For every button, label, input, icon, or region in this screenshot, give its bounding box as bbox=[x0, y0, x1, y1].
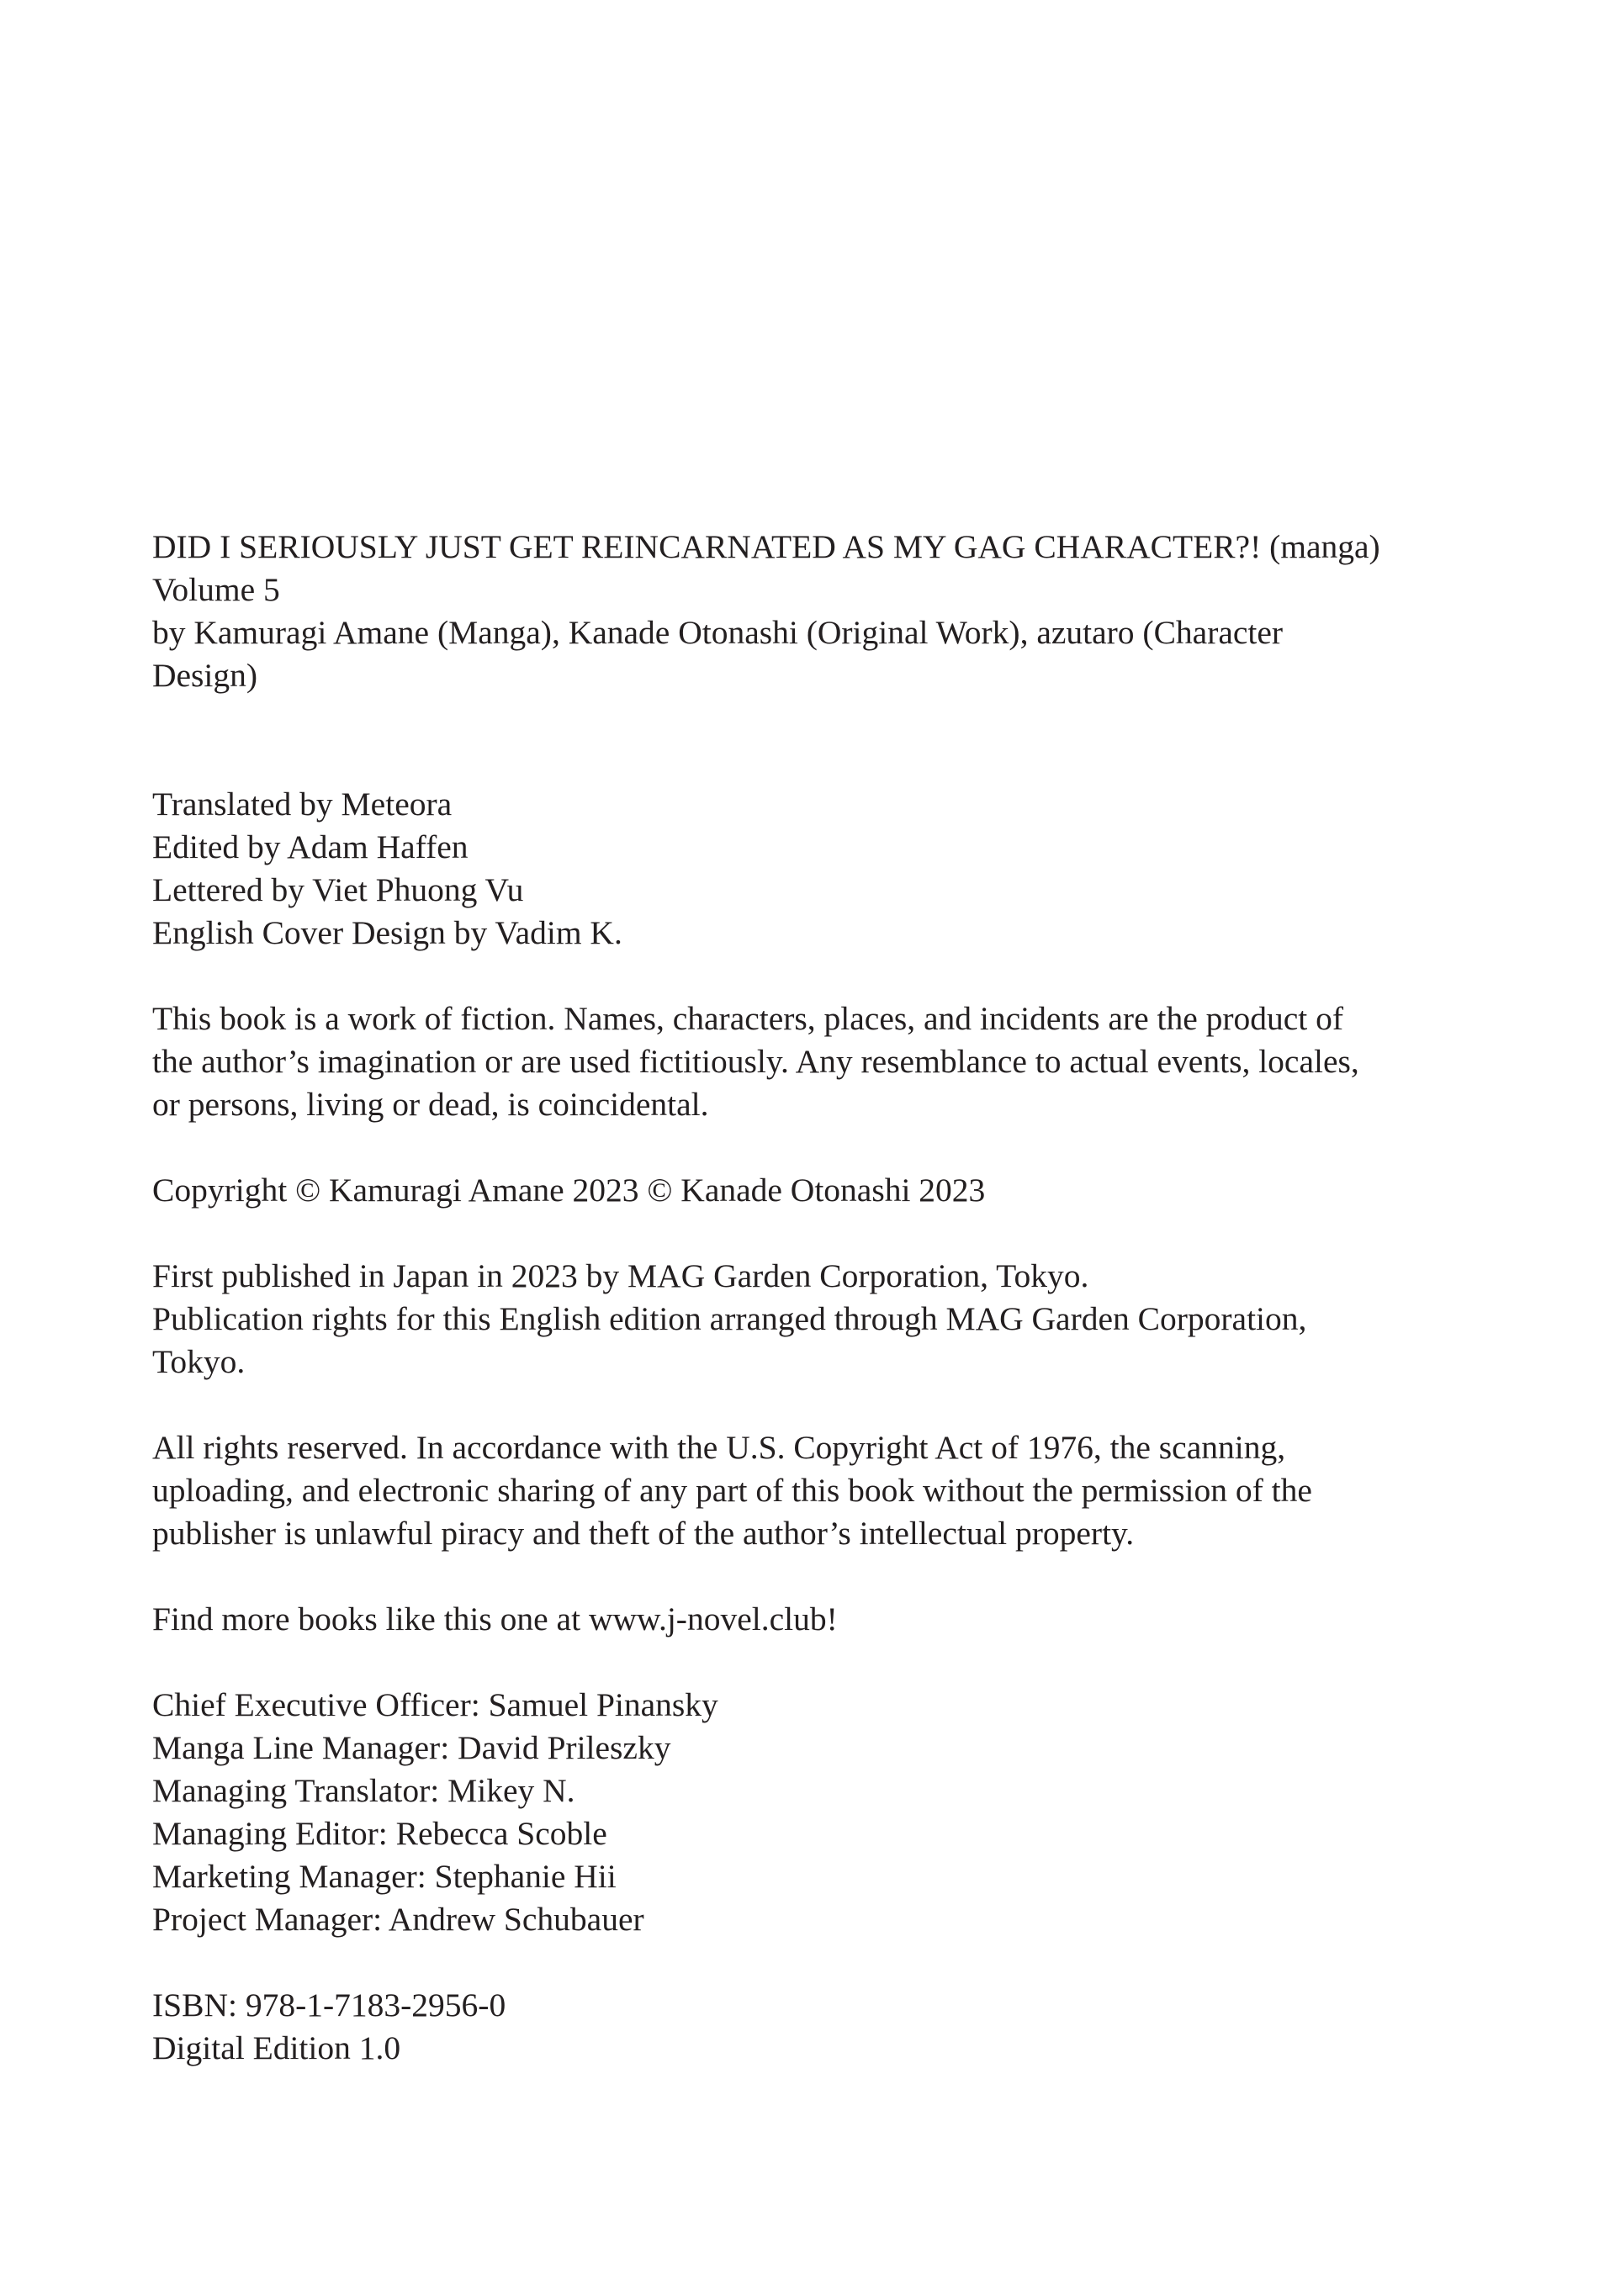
fiction-notice-line: This book is a work of fiction. Names, characters, places, and incidents are the product of bbox=[152, 1000, 1344, 1037]
title-block bbox=[152, 526, 1481, 697]
spacer bbox=[152, 1641, 1481, 1684]
publication-line: Tokyo. bbox=[152, 1343, 246, 1380]
edition: Digital Edition 1.0 bbox=[152, 2029, 401, 2066]
fiction-notice-line: the author’s imagination or are used fictitiously. Any resemblance to actual events, locales, bbox=[152, 1043, 1359, 1080]
cover-design-credit: English Cover Design by Vadim K. bbox=[152, 914, 622, 951]
spacer bbox=[152, 955, 1481, 997]
find-more-books bbox=[152, 1598, 1481, 1641]
editor-credit: Edited by Adam Haffen bbox=[152, 828, 469, 865]
author-credits-line-2: Design) bbox=[152, 657, 258, 694]
isbn-block bbox=[152, 1984, 1481, 2070]
copyright-line: Copyright © Kamuragi Amane 2023 © Kanade Otonashi 2023 bbox=[152, 1172, 986, 1209]
managing-editor-credit: Managing Editor: Rebecca Scoble bbox=[152, 1815, 607, 1852]
ceo-credit: Chief Executive Officer: Samuel Pinansky bbox=[152, 1686, 718, 1723]
spacer bbox=[152, 1555, 1481, 1598]
spacer bbox=[152, 1126, 1481, 1169]
find-more-line: Find more books like this one at www.j-novel.club! bbox=[152, 1600, 838, 1637]
managing-translator-credit: Managing Translator: Mikey N. bbox=[152, 1772, 575, 1809]
isbn: ISBN: 978-1-7183-2956-0 bbox=[152, 1987, 506, 2024]
fiction-notice-line: or persons, living or dead, is coincidental. bbox=[152, 1086, 709, 1123]
manga-line-manager-credit: Manga Line Manager: David Prileszky bbox=[152, 1729, 671, 1766]
letterer-credit: Lettered by Viet Phuong Vu bbox=[152, 871, 524, 908]
rights-line: uploading, and electronic sharing of any part of this book without the permission of the bbox=[152, 1472, 1312, 1509]
volume-number: Volume 5 bbox=[152, 571, 280, 608]
company-staff bbox=[152, 1684, 1481, 1941]
book-title: DID I SERIOUSLY JUST GET REINCARNATED AS MY GAG CHARACTER?! (manga) bbox=[152, 528, 1380, 565]
spacer bbox=[152, 1941, 1481, 1984]
publication-line: Publication rights for this English edition arranged through MAG Garden Corporation, bbox=[152, 1300, 1307, 1337]
copyright-text-block bbox=[152, 526, 1481, 2070]
spacer bbox=[152, 697, 1481, 783]
spacer bbox=[152, 1212, 1481, 1255]
rights-line: publisher is unlawful piracy and theft of the author’s intellectual property. bbox=[152, 1515, 1135, 1552]
project-manager-credit: Project Manager: Andrew Schubauer bbox=[152, 1901, 644, 1938]
translator-credit: Translated by Meteora bbox=[152, 786, 453, 823]
staff-credits bbox=[152, 783, 1481, 955]
fiction-notice bbox=[152, 997, 1481, 1126]
publication-info bbox=[152, 1255, 1481, 1383]
publication-line: First published in Japan in 2023 by MAG Garden Corporation, Tokyo. bbox=[152, 1257, 1089, 1294]
rights-line: All rights reserved. In accordance with the U.S. Copyright Act of 1976, the scanning, bbox=[152, 1429, 1286, 1466]
marketing-manager-credit: Marketing Manager: Stephanie Hii bbox=[152, 1858, 617, 1895]
author-credits-line-1: by Kamuragi Amane (Manga), Kanade Otonashi (Original Work), azutaro (Character bbox=[152, 614, 1284, 651]
copyright-notice bbox=[152, 1169, 1481, 1212]
spacer bbox=[152, 1383, 1481, 1426]
rights-notice bbox=[152, 1426, 1481, 1555]
